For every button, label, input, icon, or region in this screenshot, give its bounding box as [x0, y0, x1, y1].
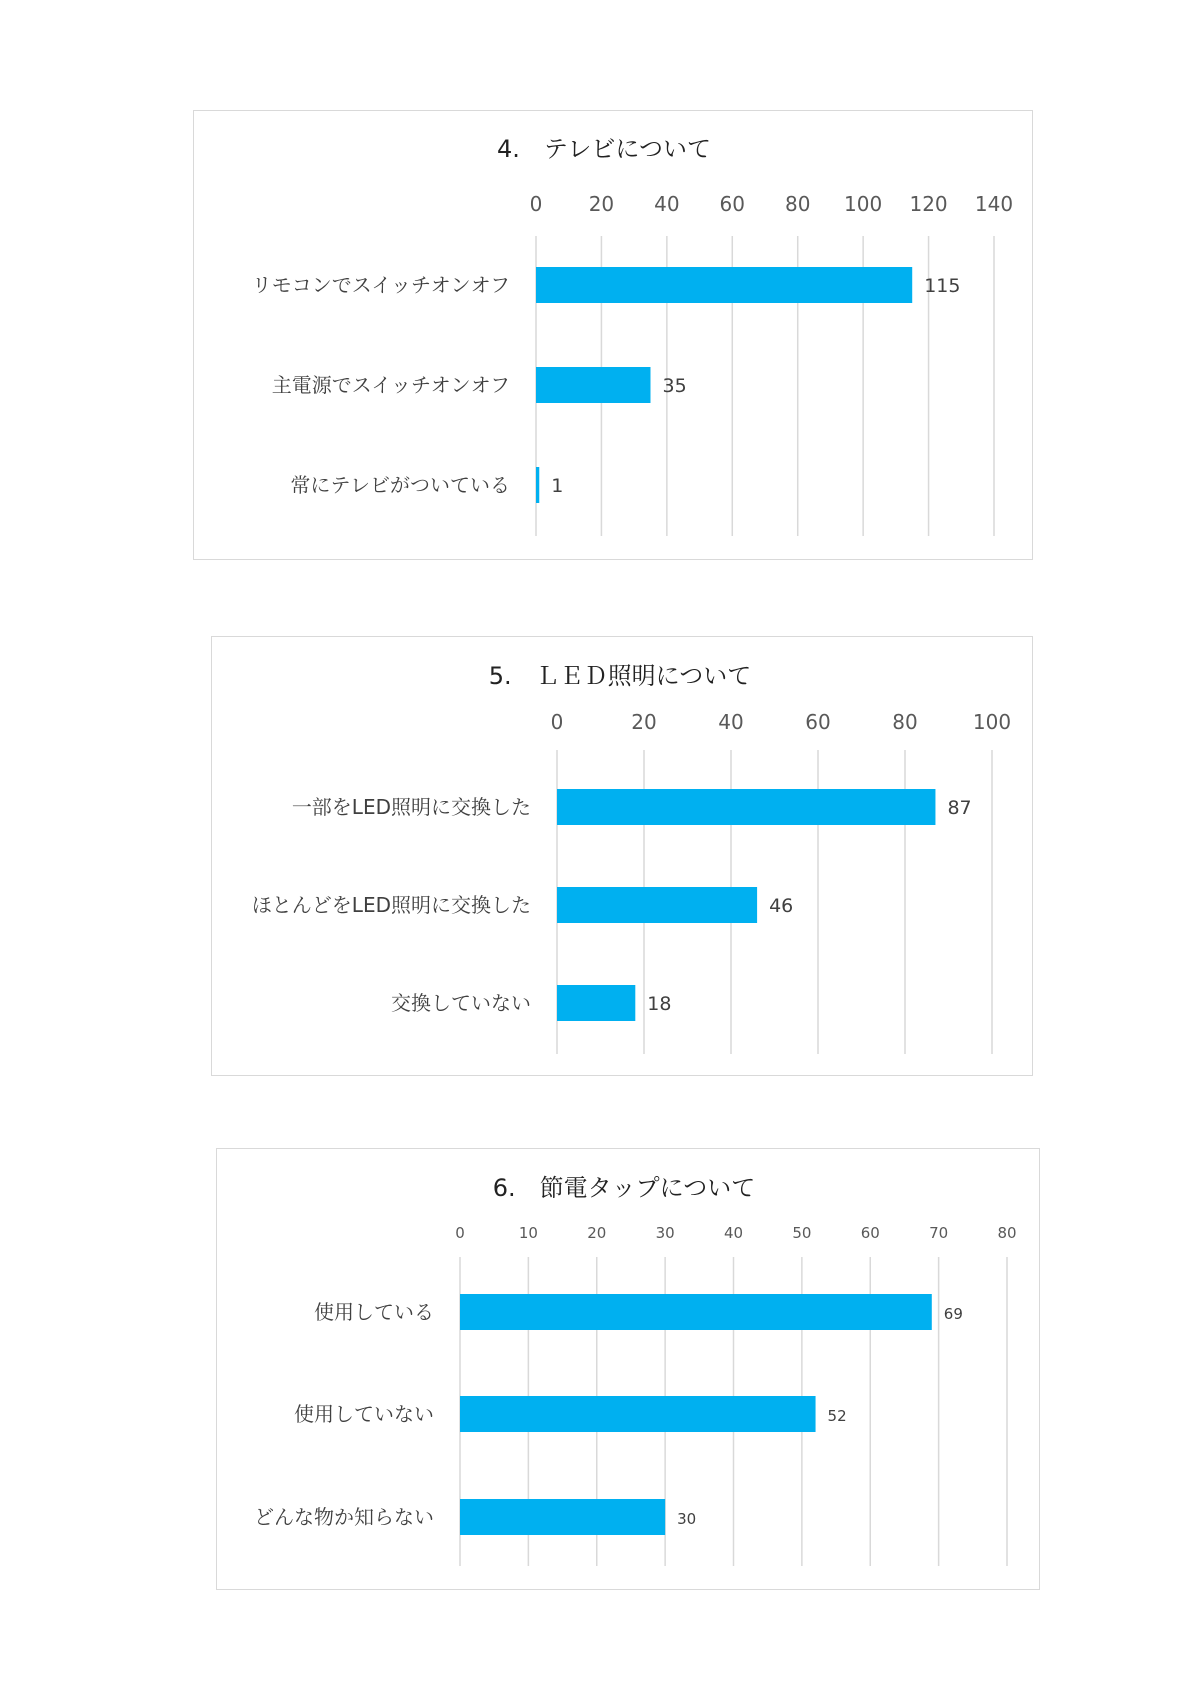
- tick-label: 20: [631, 710, 657, 734]
- tick-label: 20: [588, 192, 615, 216]
- category-label: 主電源でスイッチオンオフ: [271, 373, 510, 397]
- chart-title: 4. テレビについて: [497, 135, 711, 163]
- tick-label: 0: [529, 192, 543, 216]
- data-label: 18: [647, 993, 672, 1015]
- tick-label: 40: [654, 192, 680, 216]
- category-label: 常にテレビがついている: [290, 473, 510, 497]
- data-label: 87: [947, 797, 972, 819]
- tick-label: 70: [929, 1224, 949, 1242]
- tick-label: 80: [997, 1224, 1017, 1242]
- bar: [536, 367, 651, 403]
- chart-title: 5. ＬＥＤ照明について: [488, 662, 752, 690]
- chart-svg-1: [212, 637, 1031, 1074]
- data-label: 52: [827, 1407, 847, 1425]
- chart-svg-2: [217, 1149, 1038, 1588]
- bar: [460, 1294, 932, 1330]
- data-label: 46: [769, 895, 794, 917]
- bar: [460, 1396, 816, 1432]
- bar: [536, 267, 912, 303]
- tick-label: 60: [719, 192, 746, 216]
- tick-label: 50: [792, 1224, 812, 1242]
- tick-label: 40: [718, 710, 744, 734]
- tick-label: 10: [518, 1224, 538, 1242]
- bar: [557, 887, 757, 923]
- tick-label: 100: [844, 192, 883, 216]
- data-label: 1: [551, 475, 564, 497]
- bar: [460, 1499, 665, 1535]
- tick-label: 0: [550, 710, 564, 734]
- tick-label: 60: [860, 1224, 880, 1242]
- data-label: 30: [677, 1510, 697, 1528]
- tick-label: 140: [974, 192, 1014, 216]
- category-label: 使用している: [314, 1300, 434, 1324]
- tick-label: 100: [972, 710, 1012, 734]
- chart-title: 6. 節電タップについて: [492, 1174, 756, 1202]
- bar: [557, 985, 635, 1021]
- chart-led: [211, 636, 1033, 1076]
- bar: [557, 789, 935, 825]
- tick-label: 40: [723, 1224, 744, 1242]
- tick-label: 120: [909, 192, 948, 216]
- tick-label: 60: [805, 710, 831, 734]
- tick-label: 80: [784, 192, 811, 216]
- data-label: 69: [943, 1305, 963, 1323]
- chart-power-strip: [216, 1148, 1040, 1590]
- tick-label: 0: [455, 1224, 465, 1242]
- category-label: 使用していない: [294, 1402, 434, 1426]
- category-label: リモコンでスイッチオンオフ: [251, 273, 510, 297]
- tick-label: 80: [892, 710, 918, 734]
- data-label: 35: [662, 375, 687, 397]
- tick-label: 20: [587, 1224, 607, 1242]
- category-label: 交換していない: [391, 991, 531, 1015]
- chart-tv: [193, 110, 1033, 560]
- data-label: 115: [924, 275, 961, 297]
- category-label: 一部をLED照明に交換した: [291, 795, 531, 819]
- category-label: どんな物か知らない: [254, 1505, 434, 1529]
- chart-svg-0: [194, 111, 1031, 558]
- bar: [536, 467, 539, 503]
- tick-label: 30: [655, 1224, 675, 1242]
- category-label: ほとんどをLED照明に交換した: [251, 893, 531, 917]
